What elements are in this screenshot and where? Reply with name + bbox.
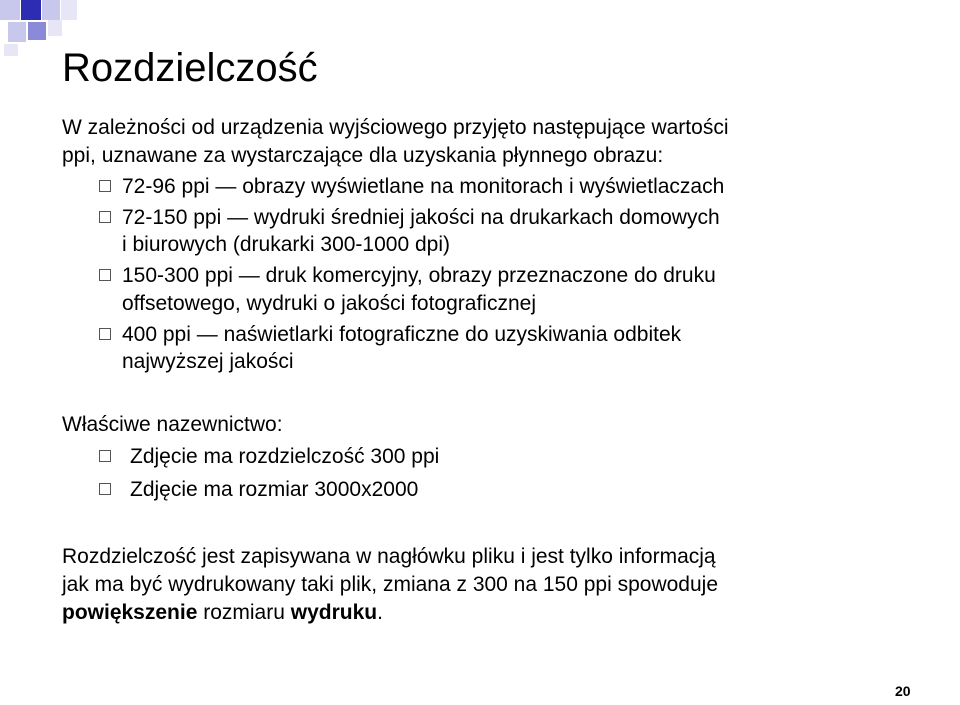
naming-heading: Właściwe nazewnictwo: bbox=[62, 413, 283, 436]
deco-square bbox=[48, 20, 62, 36]
naming-block bbox=[62, 411, 439, 504]
closing-block bbox=[62, 543, 718, 627]
bullet-item: 72-96 ppi — obrazy wyświetlane na monitorach i wyświetlaczach bbox=[62, 173, 728, 201]
page-number: 20 bbox=[895, 683, 911, 699]
deco-square bbox=[21, 0, 41, 20]
hollow-square-bullet-icon bbox=[99, 328, 111, 340]
deco-square bbox=[4, 44, 18, 56]
deco-square bbox=[42, 0, 60, 20]
hollow-square-bullet-icon bbox=[99, 450, 111, 462]
slide-title: Rozdzielczość bbox=[62, 46, 318, 90]
intro-block bbox=[62, 114, 728, 376]
hollow-square-bullet-icon bbox=[99, 483, 111, 495]
deco-square bbox=[28, 22, 46, 40]
naming-item: Zdjęcie ma rozdzielczość 300 ppi bbox=[62, 443, 439, 471]
hollow-square-bullet-icon bbox=[99, 211, 111, 223]
deco-square bbox=[61, 0, 77, 20]
emphasis-text: powiększenie bbox=[62, 601, 198, 624]
hollow-square-bullet-icon bbox=[99, 180, 111, 192]
bullet-item: 150-300 ppi — druk komercyjny, obrazy przeznaczone do druku offsetowego, wydruki o jakości fotograficznej bbox=[62, 262, 728, 317]
bullet-item: 72-150 ppi — wydruki średniej jakości na drukarkach domowych i biurowych (drukarki 300-1000 dpi) bbox=[62, 204, 728, 259]
deco-square bbox=[8, 22, 26, 42]
intro-paragraph bbox=[62, 114, 728, 169]
intro-line: ppi, uznawane za wystarczające dla uzyskania płynnego obrazu: bbox=[62, 143, 664, 167]
hollow-square-bullet-icon bbox=[99, 269, 111, 281]
closing-paragraph: Rozdzielczość jest zapisywana w nagłówku pliku i jest tylko informacją jak ma być wydrukowany taki plik, zmiana z 300 na 150 ppi spowoduje powiększenie rozmiaru wydruku. bbox=[62, 545, 719, 624]
intro-line: W zależności od urządzenia wyjściowego przyjęto następujące wartości bbox=[62, 116, 729, 139]
bullet-item: 400 ppi — naświetlarki fotograficzne do uzyskiwania odbitek najwyższej jakości bbox=[62, 321, 728, 376]
deco-square bbox=[0, 0, 20, 20]
naming-item: Zdjęcie ma rozmiar 3000x2000 bbox=[62, 476, 439, 504]
emphasis-text: wydruku bbox=[290, 601, 378, 624]
